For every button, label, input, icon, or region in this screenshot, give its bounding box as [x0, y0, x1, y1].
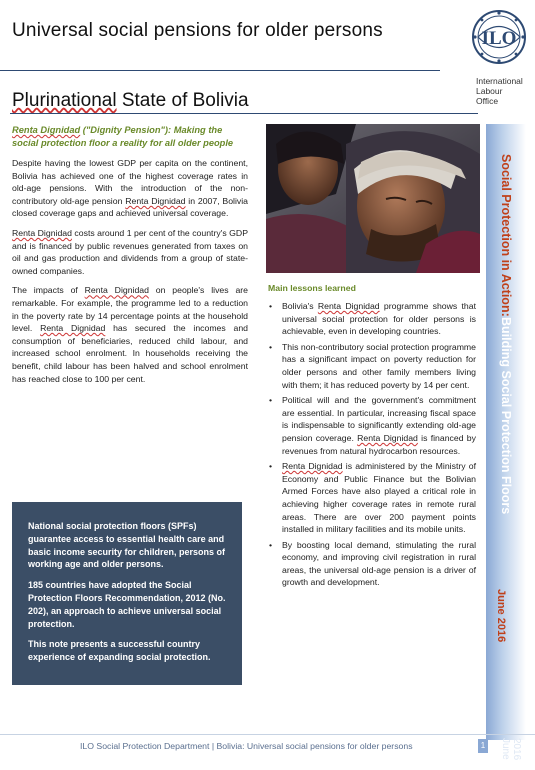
lessons-list	[268, 300, 476, 592]
spf-info-paragraph: This note presents a successful country experience of expanding social protection.	[28, 639, 211, 663]
series-sidebar	[486, 124, 526, 740]
page-number: 1	[478, 739, 488, 753]
ilo-name: International Labour Office	[476, 76, 523, 106]
country-title: Plurinational State of Bolivia	[12, 90, 249, 111]
spf-info-paragraph: National social protection floors (SPFs) guarantee access to essential health care and basic income security for children, persons of working age and older persons.	[28, 521, 226, 570]
intro-paragraph-2: Renta Dignidad costs around 1 per cent of the country's GDP and is financed by public revenues generated from taxes on oil and gas production and dividends from a group of state-owned companies.	[12, 227, 248, 276]
title-rule	[10, 113, 478, 114]
svg-text:ILO: ILO	[481, 28, 517, 49]
intro-paragraph-1: Despite having the lowest GDP per capita on the continent, Bolivia has achieved one of the highest coverage rates in old-age pensions. With the introduction of the non-contributory old-age pension Renta Dignidad in 2007, Bolivia closed coverage gaps and achieved universal coverage.	[12, 158, 248, 219]
intro-paragraph-3: The impacts of Renta Dignidad on people's lives are remarkable. For example, the programme led to a reduction in the poverty rate by 14 percentage points at the household level. Renta Dignidad has secured the incomes and consumption of beneficiaries, reduced child labour, and increased school enrolment. In households receiving the benefit, child labour has been halved and school enrolment has reached close to 100 per cent.	[12, 285, 249, 384]
sidebar-ghost-text: 2016 June	[500, 738, 522, 761]
header-rule	[0, 70, 440, 71]
spf-info-box	[12, 502, 242, 685]
subtitle: Renta Dignidad ("Dignity Pension"): Making the social protection floor a reality for all older people	[12, 125, 234, 148]
list-item: • Bolivia's Renta Dignidad programme shows that universal social protection for older persons is achievable, even in developing countries.	[269, 301, 477, 337]
spf-info-paragraph: 185 countries have adopted the Social Protection Floors Recommendation, 2012 (No. 202), an approach to achieve universal social protection.	[28, 580, 226, 629]
ilo-logo-icon	[470, 8, 528, 66]
footer-text: ILO Social Protection Department | Bolivia: Universal social pensions for older persons	[80, 741, 413, 751]
list-item: • By boosting local demand, stimulating the rural economy, and improving civil registration in rural areas, the universal old-age pension is a driver of growth and development.	[269, 539, 476, 588]
list-item: • Political will and the government's commitment are essential. In particular, increasing fiscal space is indispensable to significantly extending old-age pension coverage. Renta Dignidad is financed by revenues from natural hydrocarbon resources.	[269, 395, 476, 456]
intro-column	[12, 124, 248, 392]
publication-date: June 2016	[495, 589, 507, 643]
footer-rule	[0, 734, 535, 735]
older-women-photo	[266, 124, 480, 273]
list-item: • Renta Dignidad is administered by the Ministry of Economy and Public Finance but the Bolivian Armed Forces have also played a critical role in achieving higher coverage rates in remote rural areas. There are over 200 payment points installed in military facilities and its mobile units.	[269, 461, 476, 535]
series-title: Social Protection in Action: Building Social Protection Floors	[499, 154, 513, 514]
lessons-title: Main lessons learned	[268, 283, 356, 293]
header-title: Universal social pensions for older persons	[12, 20, 383, 41]
list-item: • This non-contributory social protection programme has a significant impact on poverty reduction for older persons and other family members living with them; it has reduced poverty by 14 per cent.	[269, 341, 476, 390]
